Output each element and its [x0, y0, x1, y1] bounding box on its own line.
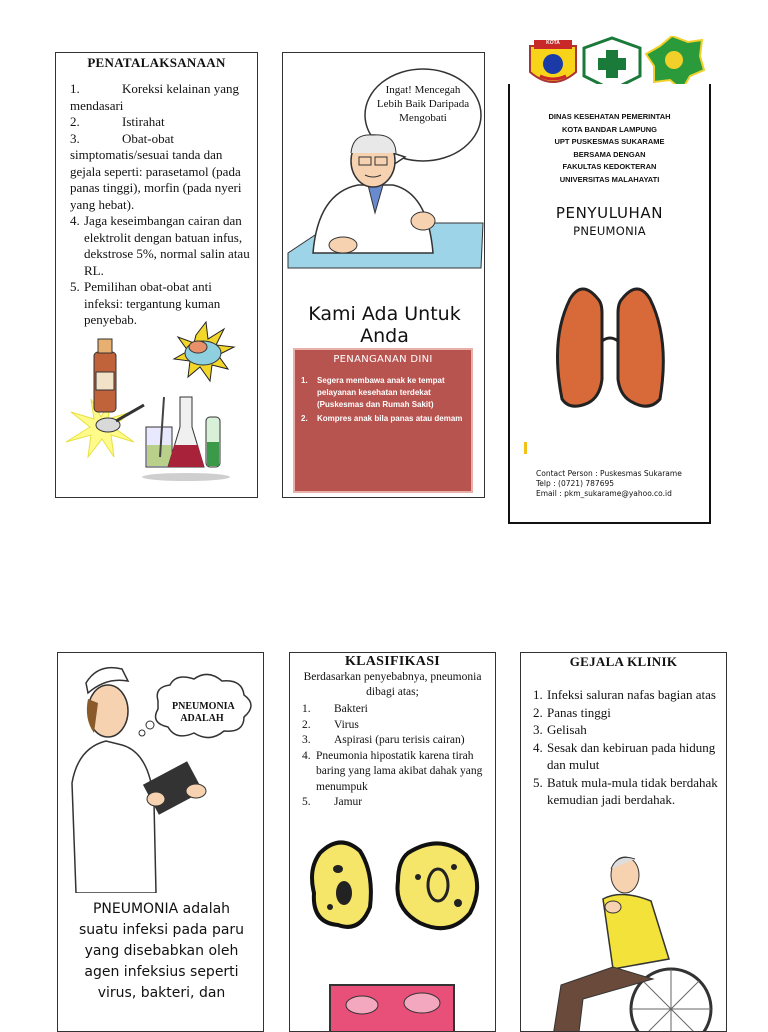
klasifikasi-item-number: 2. — [302, 718, 311, 731]
wheelchair-man-illustration — [521, 849, 727, 1032]
contact-person: Contact Person : Puskesmas Sukarame — [536, 469, 682, 478]
klasifikasi-item-number: 5. — [302, 796, 311, 808]
klasifikasi-intro: Berdasarkan penyebabnya, pneumonia dibagi atas; — [303, 671, 482, 698]
penatalaksanaan-item — [70, 213, 251, 279]
gejala-panel — [520, 652, 727, 1032]
gejala-item-number: 4. — [533, 739, 543, 755]
klasifikasi-item — [302, 733, 487, 749]
pneumonia-definition: PNEUMONIA adalah suatu infeksi pada paru yang disebabkan oleh agen infeksius seperti virus, bakteri, dan — [78, 901, 245, 1001]
klasifikasi-panel — [289, 652, 496, 1032]
klasifikasi-item-number: 4. — [302, 749, 311, 762]
penatalaksanaan-item-text: Koreksi kelainan yang — [122, 81, 239, 96]
gejala-item-text: Batuk mula-mula tidak berdahak kemudian jadi berdahak. — [547, 774, 718, 807]
penatalaksanaan-item-continuation: mendasari — [70, 97, 124, 113]
penatalaksanaan-item-number: 2. — [70, 114, 80, 129]
gejala-item — [533, 739, 718, 774]
cover-subtitle: PNEUMONIA — [573, 224, 646, 238]
penatalaksanaan-panel — [55, 52, 258, 498]
contact-email: Email : pkm_sukarame@yahoo.co.id — [536, 489, 672, 498]
lungs-illustration — [510, 279, 711, 419]
gejala-item-number: 1. — [533, 687, 543, 702]
klasifikasi-title: KLASIFIKASI — [344, 654, 441, 669]
organization-line: BERSAMA DENGAN — [573, 149, 646, 159]
city-logo-label: KOTA — [546, 40, 560, 46]
organization-line: UNIVERSITAS MALAHAYATI — [559, 174, 660, 184]
klasifikasi-item — [302, 718, 487, 734]
nurse-bubble-text: PNEUMONIA ADALAH — [172, 701, 235, 724]
organization-line: DINAS KESEHATAN PEMERINTAH — [548, 112, 671, 121]
penanganan-dini-list — [295, 375, 471, 425]
contact-block — [536, 469, 682, 499]
penatalaksanaan-item-text: Pemilihan obat-obat anti infeksi: tergantung kuman penyebab. — [84, 279, 221, 327]
klasifikasi-item — [302, 749, 487, 796]
klasifikasi-item — [302, 702, 487, 718]
penanganan-item-number: 1. — [301, 376, 308, 385]
organization-line: KOTA BANDAR LAMPUNG — [562, 124, 657, 134]
gejala-item — [533, 704, 718, 722]
penanganan-item — [299, 413, 465, 425]
gejala-item-text: Infeksi saluran nafas bagian atas — [547, 687, 716, 702]
klasifikasi-item-number: 3. — [302, 734, 311, 746]
penatalaksanaan-item-number: 1. — [70, 81, 80, 96]
medicine-bottles-illustration — [56, 317, 258, 497]
gejala-item-number: 5. — [533, 774, 543, 790]
penanganan-item-text: Segera membawa anak ke tempat pelayanan kesehatan terdekat (Puskesmas dan Rumah Sakit) — [317, 376, 445, 409]
gejala-list — [533, 686, 718, 809]
penatalaksanaan-item-text: Istirahat — [122, 114, 165, 129]
penatalaksanaan-item-text: Obat-obat — [122, 130, 174, 146]
penanganan-item — [299, 375, 465, 411]
gejala-item-number: 2. — [533, 704, 543, 720]
klasifikasi-list — [302, 702, 487, 811]
gejala-item-text: Gelisah — [547, 722, 587, 737]
penanganan-item-text: Kompres anak bila panas atau demam — [317, 414, 463, 423]
speech-bubble-text: Ingat! Mencegah Lebih Baik Daripada Mengobati — [376, 84, 470, 124]
organization-lines — [510, 111, 709, 186]
organization-line: FAKULTAS KEDOKTERAN — [562, 162, 657, 171]
penatalaksanaan-item — [70, 131, 251, 214]
germ-cells-illustration — [290, 833, 496, 1032]
gejala-item — [533, 721, 718, 739]
penatalaksanaan-item-text: Jaga keseimbangan cairan dan elektrolit dengan batuan infus, dekstrose 5%, normal salin atau RL. — [84, 213, 250, 278]
klasifikasi-item-text: Jamur — [334, 796, 363, 808]
nurse-illustration — [58, 653, 264, 893]
gejala-item-text: Panas tinggi — [547, 704, 611, 720]
prevention-panel — [282, 52, 485, 498]
penanganan-dini-title: PENANGANAN DINI — [333, 354, 433, 365]
gejala-item — [533, 686, 718, 704]
contact-telp: Telp : (0721) 787695 — [536, 479, 615, 488]
penatalaksanaan-list — [70, 81, 251, 329]
organization-line: UPT PUSKESMAS SUKARAME — [554, 137, 665, 146]
klasifikasi-item-text: Pneumonia hipostatik karena tirah baring yang lama akibat dahak yang menumpuk — [316, 749, 483, 793]
penanganan-dini-box — [293, 348, 473, 493]
penatalaksanaan-item-number: 5. — [70, 279, 80, 294]
decorative-mark — [524, 442, 527, 454]
klasifikasi-item — [302, 795, 487, 811]
penatalaksanaan-item-number: 4. — [70, 213, 80, 228]
klasifikasi-item-text: Aspirasi (paru terisis cairan) — [334, 734, 465, 746]
klasifikasi-item-text: Virus — [334, 718, 359, 731]
cover-panel — [508, 84, 711, 524]
gejala-item-number: 3. — [533, 722, 543, 737]
penatalaksanaan-item-number: 3. — [70, 130, 80, 146]
penatalaksanaan-title: PENATALAKSANAAN — [87, 55, 226, 70]
penatalaksanaan-item — [70, 81, 251, 114]
slogan: Kami Ada Untuk Anda — [308, 303, 461, 347]
klasifikasi-item-number: 1. — [302, 703, 311, 715]
cover-logos — [526, 36, 706, 91]
klasifikasi-item-text: Bakteri — [334, 703, 368, 715]
penatalaksanaan-item — [70, 114, 251, 131]
nurse-panel — [57, 652, 264, 1032]
cover-title: PENYULUHAN — [555, 204, 664, 222]
gejala-item — [533, 774, 718, 809]
gejala-item-text: Sesak dan kebiruan pada hidung dan mulut — [547, 739, 716, 772]
penatalaksanaan-item-continuation: simptomatis/sesuai tanda dan gejala seperti: parasetamol (pada panas tinggi), morfin (pada nyeri yang hebat). — [70, 147, 242, 212]
gejala-title: GEJALA KLINIK — [569, 654, 678, 669]
penanganan-item-number: 2. — [301, 414, 308, 423]
